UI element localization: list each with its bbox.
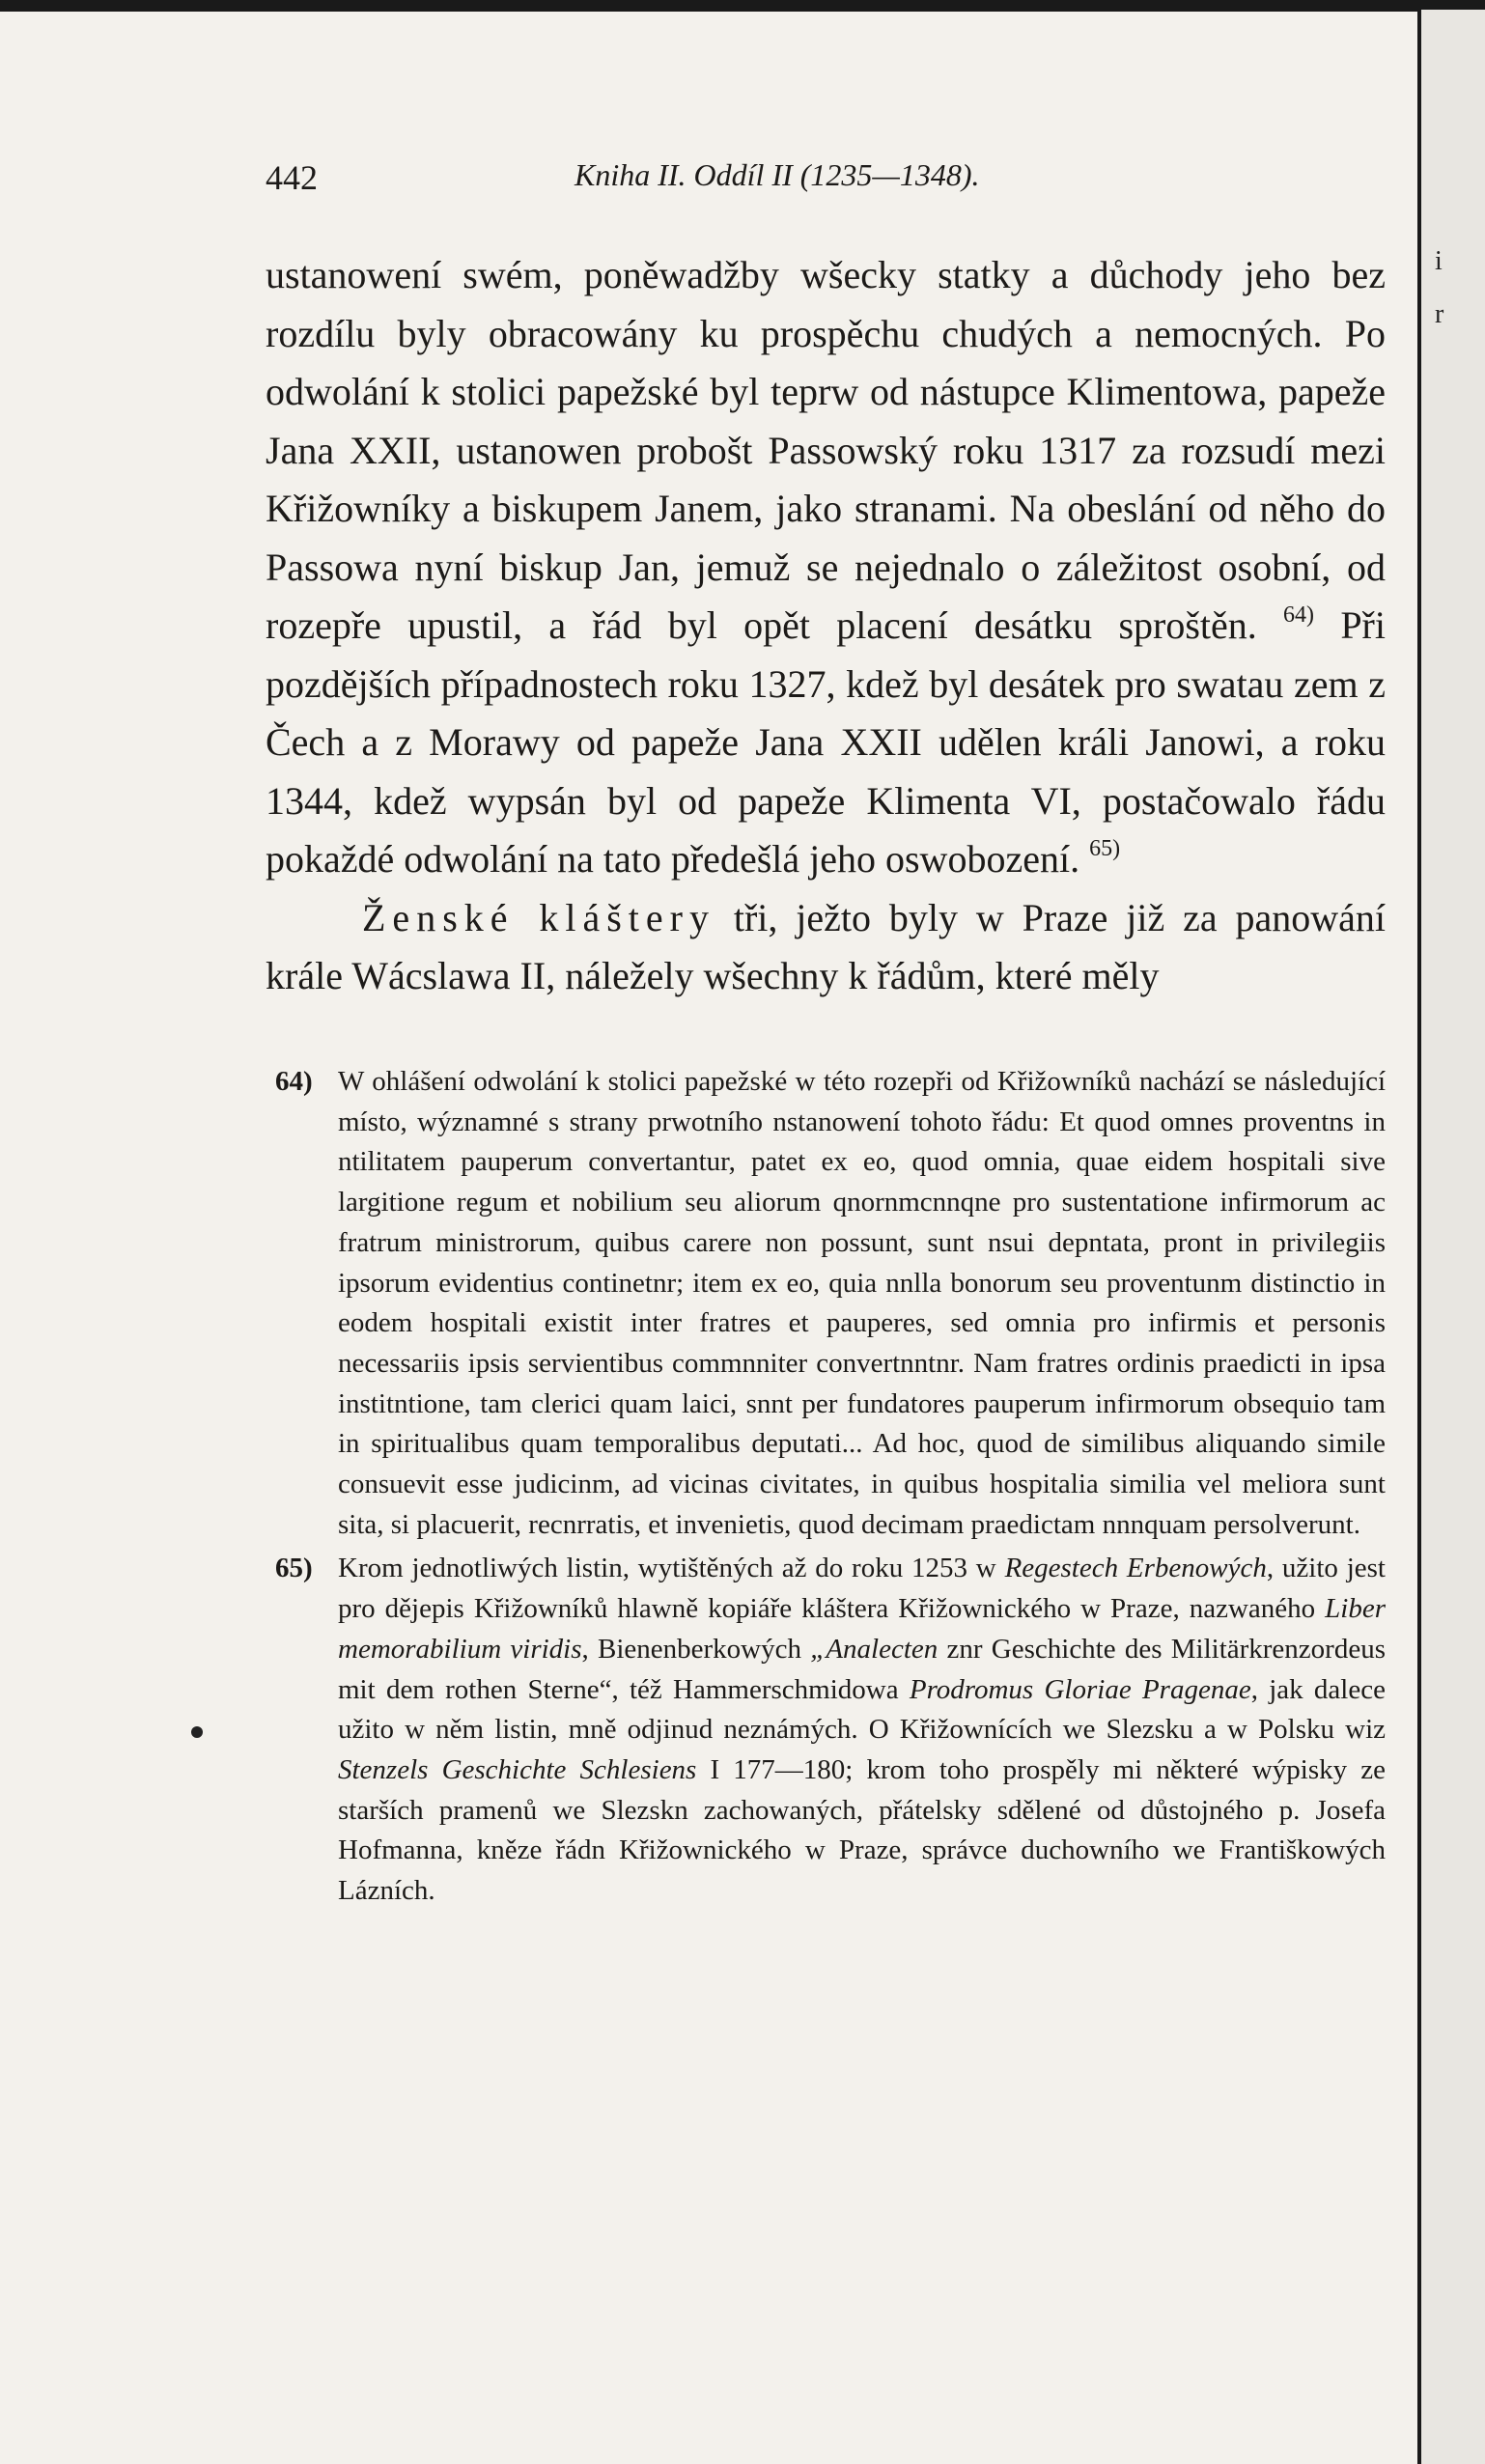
main-text [266, 246, 1386, 1006]
next-page-edge [1421, 10, 1485, 2464]
citation: Regestech Erbenowých [1004, 1553, 1267, 1584]
footnote-ref-65[interactable]: 65) [1089, 836, 1121, 862]
page-number: 442 [266, 158, 318, 197]
citation: Stenzels Geschichte Schlesiens [338, 1753, 697, 1785]
footnote-mark: 65) [275, 1553, 313, 1584]
footnote-ref-64[interactable]: 64) [1283, 602, 1315, 629]
margin-dot [191, 1726, 203, 1738]
running-title: Kniha II. Oddíl II (1235—1348). [574, 157, 980, 192]
paragraph-1: ustanowení swém, poněwadžby wšecky statky a důchody jeho bez rozdílu byly obracowány ku prospěchu chudých a nemocných. Po odwolání k stolici papežské byl teprw od nástupce Klimentowa, papeže Jana XXII, ustanowen probošt Passowský roku 1317 za rozsudí mezi Křižowníky a biskupem Janem, jako stranami. Na obeslání od něho do Passowa nyní biskup Jan, jemuž se nejednalo o záležitost osobní, od rozepře upustil, a řád byl opět placení desátku sproštěn. $^{64)}$ Při pozdějších případnostech roku 1327, kdež byl desátek pro swatau zem z Čech a z Morawy od papeže Jana XXII udělen králi Janowi, a roku 1344, kdež wypsán byl od papeže Klimenta VI, postačowalo řádu pokaždé odwolání na tato předešlá jeho oswobození. $^{65)}$ [266, 253, 1386, 881]
citation: „Analecten [810, 1633, 939, 1665]
edge-letter: r [1435, 299, 1444, 329]
spaced-emphasis: Ženské kláštery [362, 895, 715, 939]
footnote-mark: 64) [275, 1066, 313, 1097]
citation: Liber memorabilium viridis [338, 1593, 1386, 1665]
paragraph-2: Ženské kláštery tři, ježto byly w Praze již za panowání krále Wácslawa II, náležely wšechny k řádům, které měly [266, 895, 1386, 997]
footnotes [275, 1062, 1386, 1912]
footnote-64: 64) W ohlášení odwolání k stolici papežské w této rozepři od Křižowníků nachází se následující místo, wýznamné s strany prwotního nstanowení tohoto řádu: Et quod omnes proventns in ntilitatem pauperum convertantur, patet ex eo, quod omnia, quae eidem hospitali sive largitione regum et nobilium seu aliorum qnornmcnnqne pro sustentatione infirmorum ac fratrum ministrorum, quibus carere non possunt, sunt nsui depntata, pront in privilegiis ipsorum evidentius continetnr; item ex eo, quia nnlla bonorum seu proventunm distinctio in eodem hospitali existit inter fratres et pauperes, sed omnia pro infirmis et personis necessariis ipsis servientibus commnniter convertnntnr. Nam fratres ordinis praedicti in ipsa institntione, tam clerici quam laici, snnt per fundatores pauperum infirmorum obsequio tam in spiritualibus quam temporalibus deputati... Ad hoc, quod de similibus aliquando simile consuevit esse judicinm, ad vicinas civitates, in quibus hospitalia similia vel meliora sunt sita, si placuerit, recnrratis, et invenietis, quod decimam praedictam nnnquam persolverunt. [275, 1062, 1386, 1545]
citation: Prodromus Gloriae Pragenae [909, 1673, 1251, 1705]
page-header [266, 150, 1067, 198]
footnote-65: 65) Krom jednotliwých listin, wytištěných až do roku 1253 w Regestech Erbenowých, užito jest pro dějepis Křižowníků hlawně kopiáře kláštera Křižownického w Praze, nazwaného Liber memorabilium viridis, Bienenberkowých „Analecten znr Geschichte des Militärkrenzordeus mit dem rothen Sterne“, též Hammerschmidowa Prodromus Gloriae Pragenae, jak dalece užito w něm listin, mně odjinud neznámých. O Křižownících we Slezsku a w Polsku wiz Stenzels Geschichte Schlesiens I 177—180; krom toho prospěly mi některé wýpisky ze starších pramenů we Slezskn zachowaných, přátelsky sdělené od důstojného p. Josefa Hofmanna, kněze řádn Křižownického w Praze, správce duchowního we Františkowých Lázních. [275, 1549, 1386, 1911]
edge-letter: i [1435, 246, 1443, 276]
